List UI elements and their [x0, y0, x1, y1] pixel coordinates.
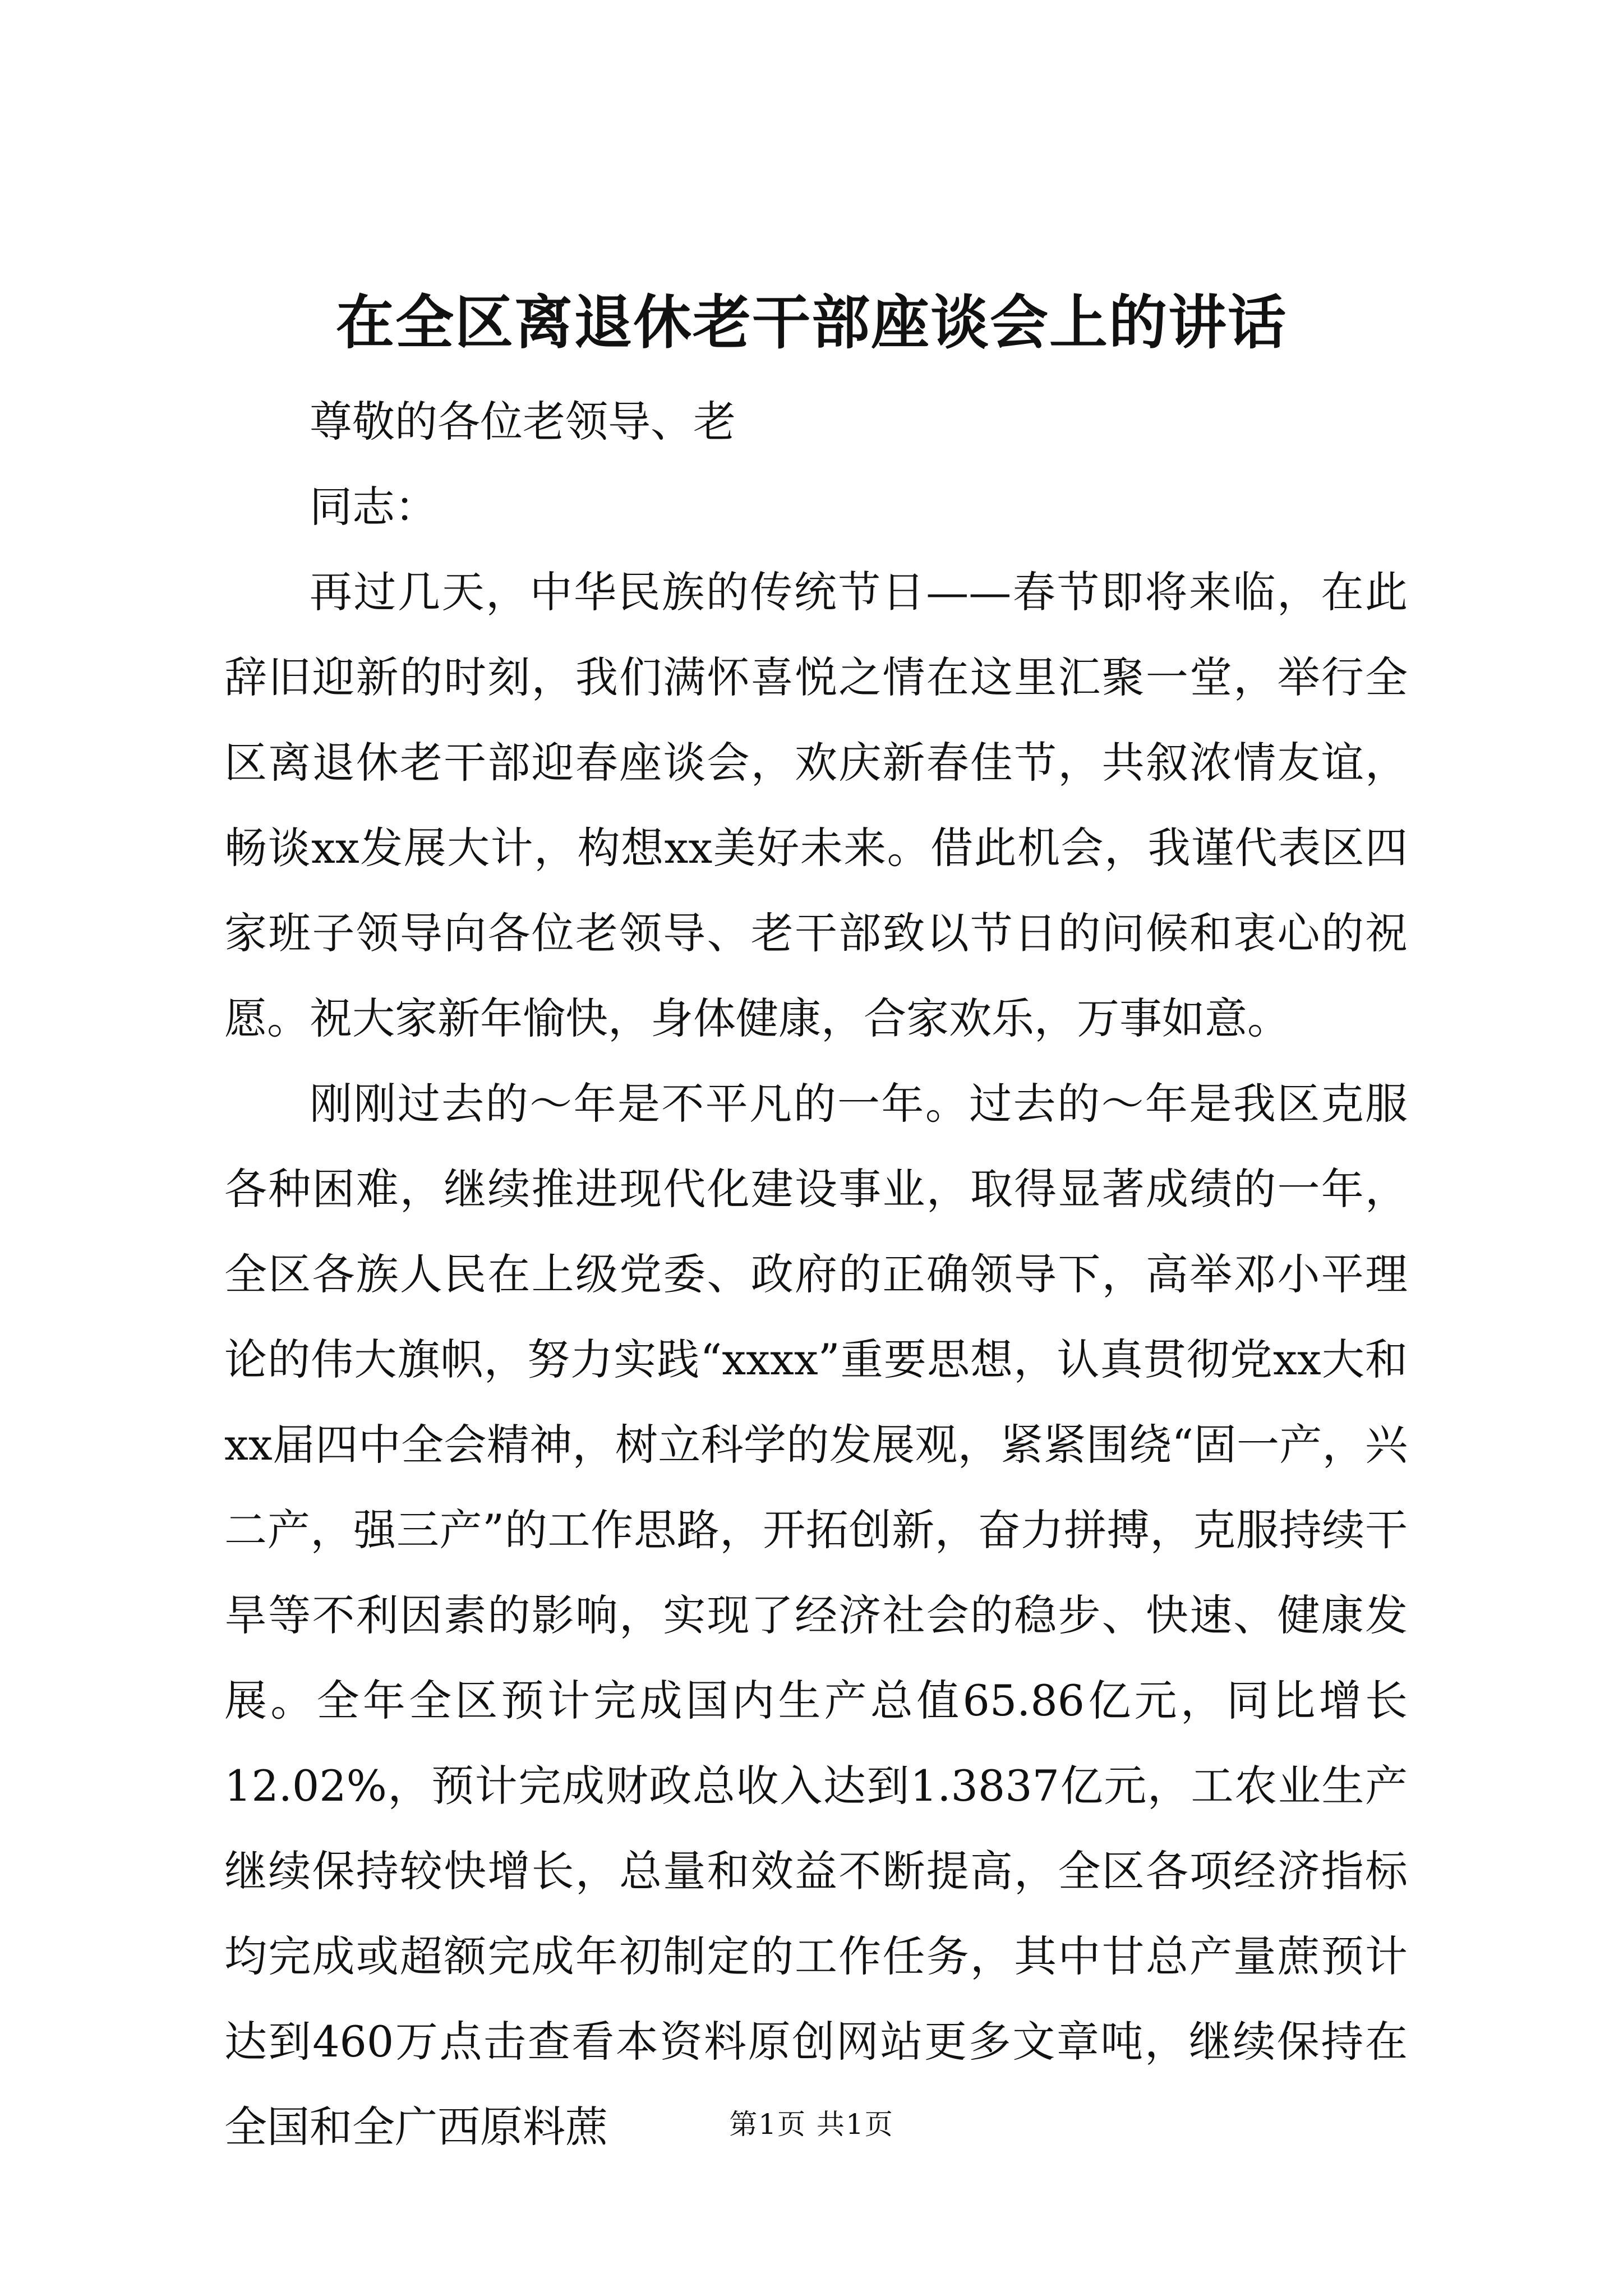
page-footer: 第1页 共1页: [729, 2108, 894, 2141]
salutation-line-1: 尊敬的各位老领导、老: [310, 397, 736, 447]
body-paragraph-2: 刚刚过去的～年是不平凡的一年。过去的～年是我区克服各种困难，继续推进现代化建设事业，取得显著成绩的一年，全区各族人民在上级党委、政府的正确领导下，高举邓小平理论的伟大旗帜，努力实践“xxxx”重要思想，认真贯彻党xx大和xx届四中全会精神，树立科学的发展观，紧紧围绕“固一产，兴二产，强三产”的工作思路，开拓创新，奋力拼搏，克服持续干旱等不利因素的影响，实现了经济社会的稳步、快速、健康发展。全年全区预计完成国内生产总值65.86亿元，同比增长12.02%，预计完成财政总收入达到1.3837亿元，工农业生产继续保持较快增长，总量和效益不断提高，全区各项经济指标均完成或超额完成年初制定的工作任务，其中甘总产量蔗预计达到460万点击查看本资料原创网站更多文章吨，继续保持在全国和全广西原料蔗: [224, 1079, 1408, 2152]
body-paragraph-1: 再过几天，中华民族的传统节日——春节即将来临，在此辞旧迎新的时刻，我们满怀喜悦之情在这里汇聚一堂，举行全区离退休老干部迎春座谈会，欢庆新春佳节，共叙浓情友谊，畅谈xx发展大计，构想xx美好未来。借此机会，我谨代表区四家班子领导向各位老领导、老干部致以节日的问候和衷心的祝愿。祝大家新年愉快，身体健康，合家欢乐，万事如意。: [224, 567, 1408, 1043]
salutation-line-2: 同志：: [310, 482, 437, 532]
document-body: [224, 379, 1408, 2170]
document-title: 在全区离退休老干部座谈会上的讲话: [335, 288, 1287, 357]
